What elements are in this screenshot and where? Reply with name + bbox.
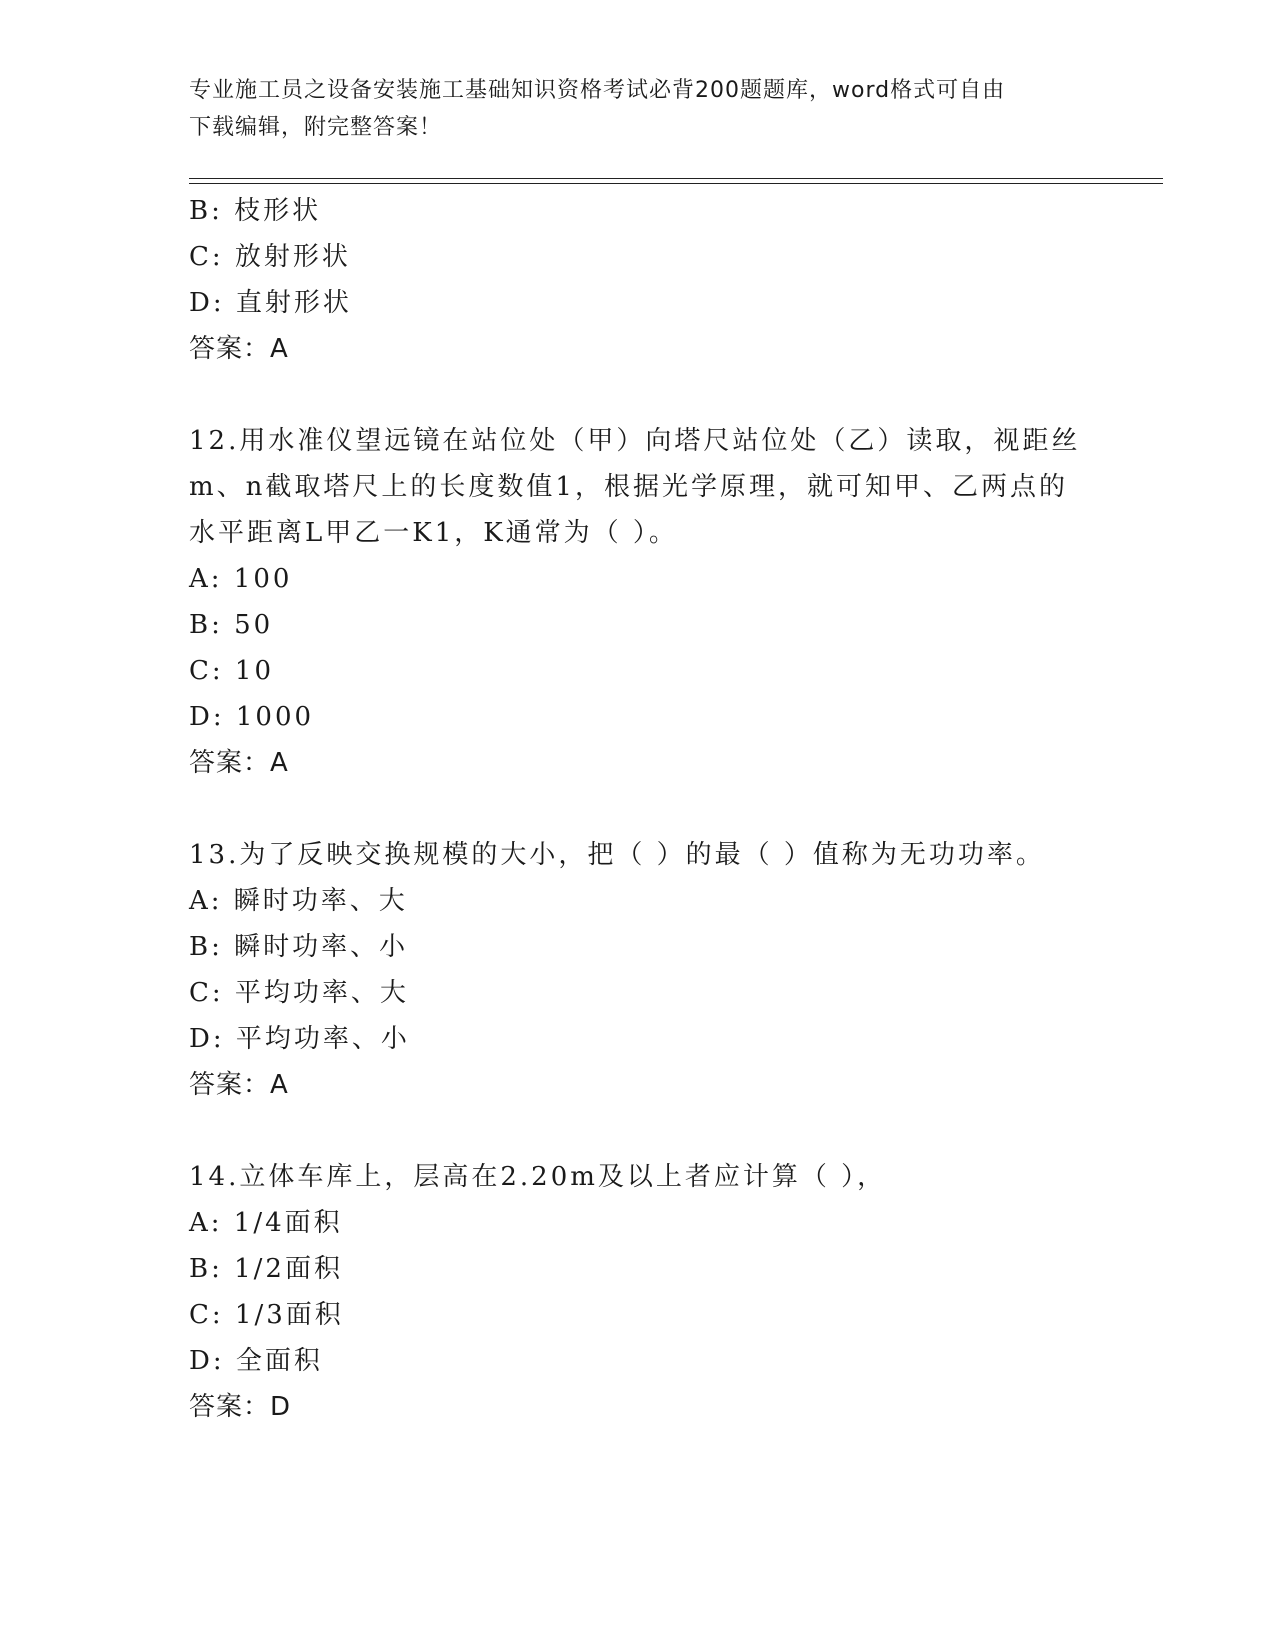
option-a: A: 瞬时功率、大 — [189, 886, 408, 916]
answer-line: 答案：A — [189, 334, 289, 364]
question-stem: m、n截取塔尺上的长度数值1，根据光学原理，就可知甲、乙两点的 — [189, 472, 1068, 502]
option-b: B: 50 — [189, 610, 274, 640]
option-c: C: 10 — [189, 656, 275, 686]
question-14 — [189, 1154, 1089, 1430]
option-b: B: 瞬时功率、小 — [189, 932, 409, 962]
question-stem: 水平距离L甲乙一K1，K通常为（ ）。 — [189, 518, 678, 548]
spacer — [189, 372, 1089, 418]
option-d: D: 全面积 — [189, 1346, 323, 1376]
question-stem: 14.立体车库上，层高在2.20m及以上者应计算（ ）， — [189, 1162, 887, 1192]
option-d: D: 1000 — [189, 702, 315, 732]
option-a: A: 100 — [189, 564, 293, 594]
option-c: C: 1/3面积 — [189, 1300, 344, 1330]
option-b: B: 枝形状 — [189, 196, 322, 226]
header-divider-top — [189, 178, 1163, 179]
question-13 — [189, 832, 1089, 1108]
option-d: D: 平均功率、小 — [189, 1024, 410, 1054]
option-a: A: 1/4面积 — [189, 1208, 343, 1238]
document-header — [189, 72, 1089, 146]
spacer — [189, 1108, 1089, 1154]
option-c: C: 平均功率、大 — [189, 978, 409, 1008]
question-stem: 13.为了反映交换规模的大小，把（ ）的最（ ）值称为无功功率。 — [189, 840, 1045, 870]
question-stem: 12.用水准仪望远镜在站位处（甲）向塔尺站位处（乙）读取，视距丝 — [189, 426, 1081, 456]
answer-line: 答案：A — [189, 1070, 289, 1100]
option-c: C: 放射形状 — [189, 242, 351, 272]
question-11-tail — [189, 188, 1089, 372]
answer-line: 答案：D — [189, 1392, 292, 1422]
header-divider-bottom — [189, 183, 1163, 184]
option-d: D: 直射形状 — [189, 288, 352, 318]
question-12 — [189, 418, 1089, 786]
option-b: B: 1/2面积 — [189, 1254, 343, 1284]
header-line-2: 下载编辑，附完整答案！ — [189, 115, 443, 140]
header-line-1: 专业施工员之设备安装施工基础知识资格考试必背200题题库，word格式可自由 — [189, 78, 1006, 103]
answer-line: 答案：A — [189, 748, 289, 778]
question-list — [189, 188, 1089, 1430]
spacer — [189, 786, 1089, 832]
